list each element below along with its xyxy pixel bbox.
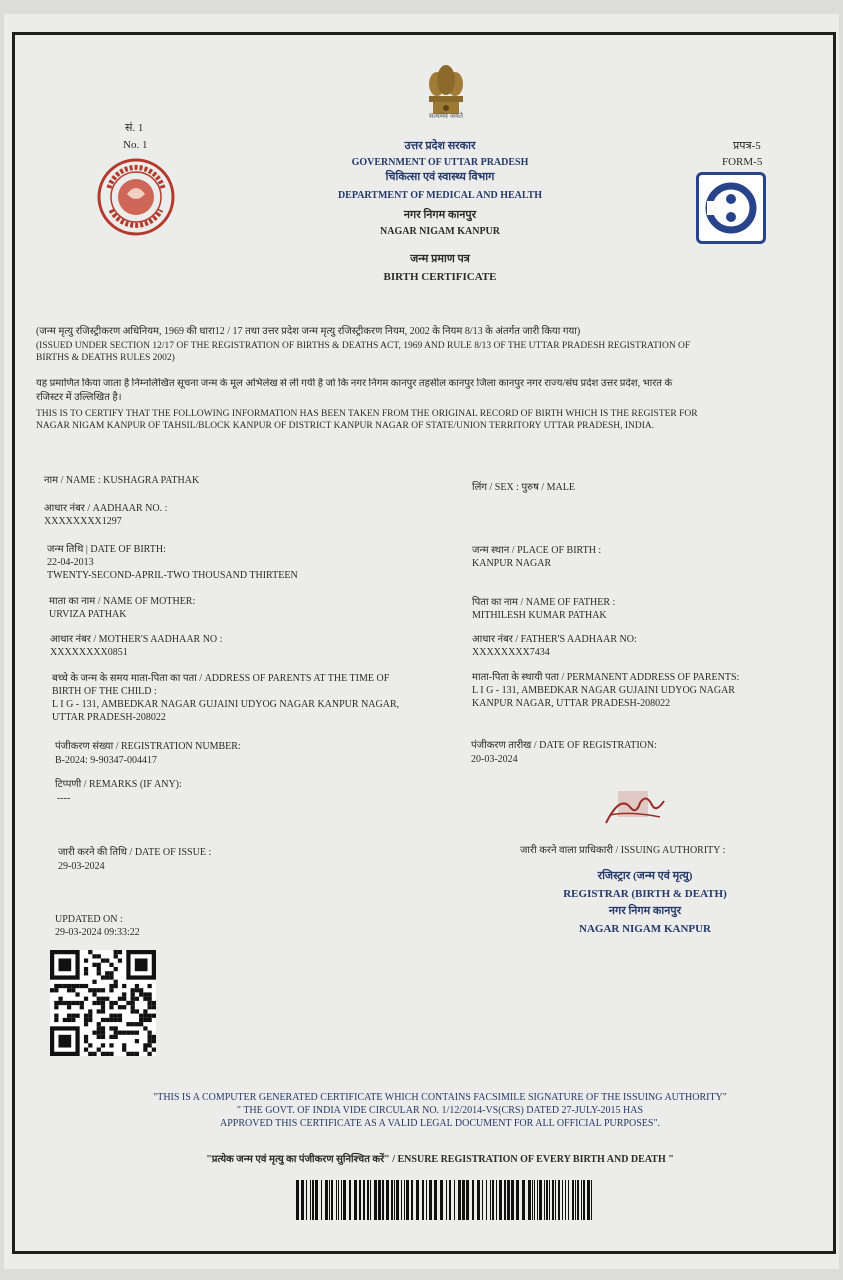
aadhaar-label: आधार नंबर / AADHAAR NO. : <box>44 503 168 514</box>
registrar-hindi: रजिस्ट्रार (जन्म एवं मृत्यु) <box>597 870 693 882</box>
authority-body-english: NAGAR NIGAM KANPUR <box>579 923 711 935</box>
dob-words: TWENTY-SECOND-APRIL-TWO THOUSAND THIRTEEN <box>47 570 298 581</box>
issued-english-2: BIRTHS & DEATHS RULES 2002) <box>36 353 175 363</box>
crs-logo <box>696 172 766 244</box>
slogan-english: / ENSURE REGISTRATION OF EVERY BIRTH AND DEATH " <box>389 1154 674 1165</box>
mother-label: माता का नाम / NAME OF MOTHER: <box>49 596 196 607</box>
footer-note-1: "THIS IS A COMPUTER GENERATED CERTIFICATE WHICH CONTAINS FACSIMILE SIGNATURE OF THE ISSUING AUTHORITY" <box>153 1092 727 1103</box>
certify-hindi-1: यह प्रमाणित किया जाता है निम्नलिखित सूचना जन्म के मूल अभिलेख से ली गयी है जो कि नगर निगम कानपुर तहसील कानपुर जिला कानपुर नगर राज्य/संघ प्रदेश उत्तर प्रदेश, भारत के <box>36 378 673 389</box>
father-aadhaar-value: XXXXXXXX7434 <box>472 647 550 658</box>
dob-value: 22-04-2013 <box>47 557 94 568</box>
body-english: NAGAR NIGAM KANPUR <box>380 226 500 237</box>
slogan-hindi: "प्रत्येक जन्म एवं मृत्यु का पंजीकरण सुनिश्चित करें" <box>206 1154 390 1165</box>
reg-number-label: पंजीकरण संख्या / REGISTRATION NUMBER: <box>55 741 241 752</box>
mother-aadhaar-value: XXXXXXXX0851 <box>50 647 128 658</box>
issue-date-label: जारी करने की तिथि / DATE OF ISSUE : <box>58 847 212 858</box>
dept-hindi: चिकित्सा एवं स्वास्थ्य विभाग <box>385 171 495 183</box>
registrar-english: REGISTRAR (BIRTH & DEATH) <box>563 888 727 900</box>
remarks-label: टिप्पणी / REMARKS (IF ANY): <box>55 779 182 790</box>
address-permanent-value-1: L I G - 131, AMBEDKAR NAGAR GUJAINI UDYOG NAGAR <box>472 685 735 696</box>
pob-value: KANPUR NAGAR <box>472 558 552 569</box>
mother-value: URVIZA PATHAK <box>49 609 127 620</box>
aadhaar-value: XXXXXXXX1297 <box>44 516 122 527</box>
crs-logo-icon <box>699 175 763 241</box>
gov-english: GOVERNMENT OF UTTAR PRADESH <box>351 157 529 168</box>
sex-field: लिंग / SEX : पुरुष / MALE <box>472 482 575 493</box>
reg-date-value: 20-03-2024 <box>471 754 518 765</box>
slogan <box>60 1154 820 1167</box>
barcode <box>296 1180 592 1220</box>
father-label: पिता का नाम / NAME OF FATHER : <box>472 597 616 608</box>
up-government-seal-icon <box>97 158 175 236</box>
certify-english-1: THIS IS TO CERTIFY THAT THE FOLLOWING INFORMATION HAS BEEN TAKEN FROM THE ORIGINAL RECORD OF BIRTH WHICH IS THE REGISTER FOR <box>36 409 698 419</box>
emblem-caption: सत्यमेव जयते <box>429 112 463 120</box>
number-hindi: सं. 1 <box>125 122 144 134</box>
number-english: No. 1 <box>123 139 148 151</box>
body-hindi: नगर निगम कानपुर <box>403 209 477 221</box>
remarks-value: ---- <box>57 793 71 804</box>
footer-note-3: APPROVED THIS CERTIFICATE AS A VALID LEGAL DOCUMENT FOR ALL OFFICIAL PURPOSES". <box>219 1118 661 1129</box>
registrar-signature-icon <box>600 785 672 829</box>
pob-label: जन्म स्थान / PLACE OF BIRTH : <box>472 545 602 556</box>
address-permanent-label: माता-पिता के स्थायी पता / PERMANENT ADDRESS OF PARENTS: <box>472 672 740 683</box>
issue-date-value: 29-03-2024 <box>58 861 105 872</box>
footer-note-2: " THE GOVT. OF INDIA VIDE CIRCULAR NO. 1/12/2014-VS(CRS) DATED 27-JULY-2015 HAS <box>236 1105 644 1116</box>
dob-label: जन्म तिथि | DATE OF BIRTH: <box>47 544 166 555</box>
qr-code[interactable] <box>50 950 156 1056</box>
updated-value: 29-03-2024 09:33:22 <box>55 927 140 938</box>
certify-english-2: NAGAR NIGAM KANPUR OF TAHSIL/BLOCK KANPUR OF DISTRICT KANPUR NAGAR OF STATE/UNION TERRITORY UTTAR PRADESH, INDIA. <box>36 421 655 431</box>
father-aadhaar-label: आधार नंबर / FATHER'S AADHAAR NO: <box>472 634 637 645</box>
address-birth-label-2: BIRTH OF THE CHILD : <box>52 686 157 697</box>
name-field: नाम / NAME : KUSHAGRA PATHAK <box>44 475 200 486</box>
reg-date-label: पंजीकरण तारीख / DATE OF REGISTRATION: <box>471 740 657 751</box>
form-hindi: प्रपत्र-5 <box>733 140 761 152</box>
form-english: FORM-5 <box>722 156 763 168</box>
title-hindi: जन्म प्रमाण पत्र <box>410 253 470 265</box>
address-birth-value-2: UTTAR PRADESH-208022 <box>52 712 166 723</box>
reg-number-value: B-2024: 9-90347-004417 <box>55 755 157 766</box>
mother-aadhaar-label: आधार नंबर / MOTHER'S AADHAAR NO : <box>50 634 223 645</box>
address-permanent-value-2: KANPUR NAGAR, UTTAR PRADESH-208022 <box>472 698 671 709</box>
updated-label: UPDATED ON : <box>55 914 123 925</box>
certify-hindi-2: रजिस्टर में उल्लिखित है। <box>36 392 122 403</box>
issued-english-1: (ISSUED UNDER SECTION 12/17 OF THE REGISTRATION OF BIRTHS & DEATHS ACT, 1969 AND RULE 8/13 OF THE UTTAR PRADESH REGISTRATION OF <box>36 341 691 351</box>
address-birth-value-1: L I G - 131, AMBEDKAR NAGAR GUJAINI UDYOG NAGAR KANPUR NAGAR, <box>52 699 400 710</box>
father-value: MITHILESH KUMAR PATHAK <box>472 610 607 621</box>
gov-hindi: उत्तर प्रदेश सरकार <box>404 140 476 152</box>
issuing-authority-label: जारी करने वाला प्राधिकारी / ISSUING AUTHORITY : <box>520 845 726 856</box>
dept-english: DEPARTMENT OF MEDICAL AND HEALTH <box>337 190 543 201</box>
address-birth-label-1: बच्चे के जन्म के समय माता-पिता का पता / ADDRESS OF PARENTS AT THE TIME OF <box>52 673 390 684</box>
title-english: BIRTH CERTIFICATE <box>383 271 497 283</box>
authority-body-hindi: नगर निगम कानपुर <box>608 905 682 917</box>
national-emblem-icon <box>423 62 469 118</box>
issued-hindi: (जन्म मृत्यु रजिस्ट्रीकरण अधिनियम, 1969 की धारा12 / 17 तथा उत्तर प्रदेश जन्म मृत्यु रजिस्ट्रीकरण नियम, 2002 के नियम 8/13 के अंतर्गत जारी किया गया) <box>36 326 581 337</box>
